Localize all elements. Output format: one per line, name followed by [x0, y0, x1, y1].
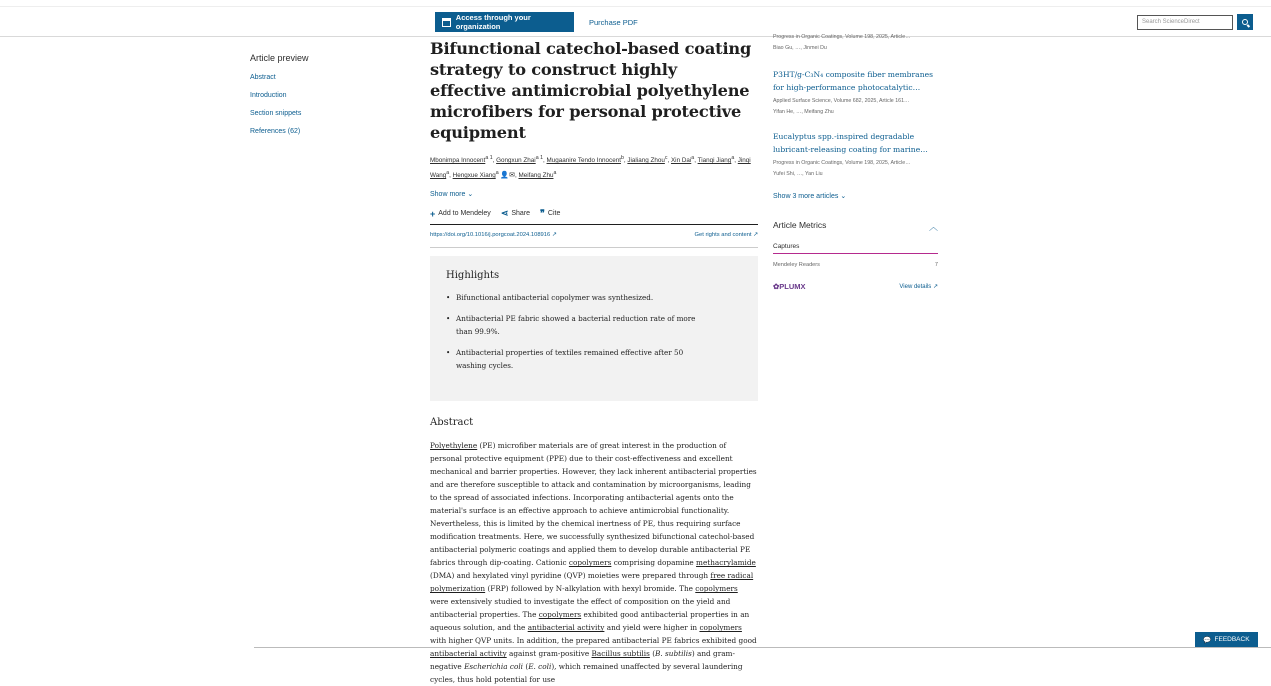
outline-item-introduction[interactable]: Introduction	[250, 92, 287, 99]
share-label: Share	[511, 210, 531, 218]
add-to-mendeley-button[interactable]	[430, 209, 491, 219]
author-affil: a	[731, 155, 735, 161]
author-affil: a 1	[535, 155, 543, 161]
related-article-title[interactable]: P3HT/g-C₃N₄ composite fiber membranes for high-performance photocatalytic…	[773, 70, 933, 92]
author-affil: a	[495, 170, 499, 177]
mendeley-readers-row	[773, 262, 938, 268]
feedback-label: FEEDBACK	[1214, 636, 1250, 643]
author-link[interactable]: Jialiang Zhou	[627, 157, 665, 165]
author-list: Mbonimpa Innocent$^{a 1}$, Gongxun Zhai$^{a 1}$, Mugaanire Tendo Innocent$^b$, Jialiang Zhou$^c$, Xin Dai$^a$, Tianqi Jiang$^a$, Jinqi Wang$^a$, Hengxue Xiang$^a$ 👤✉, Meifang Zhu$^a$	[430, 152, 758, 182]
author-link[interactable]: Gongxun Zhai	[496, 157, 536, 165]
author-affil: c	[664, 155, 668, 161]
institution-icon	[442, 18, 451, 27]
related-article-title[interactable]: Eucalyptus spp.-inspired degradable lubricant-releasing coating for marine…	[773, 132, 928, 154]
show-more-label: Show more	[430, 191, 466, 199]
plus-icon: +	[430, 208, 436, 219]
view-details-link[interactable]: View details ↗	[899, 284, 938, 290]
search-input[interactable]: Search ScienceDirect	[1137, 15, 1233, 30]
outline-item-references[interactable]: References (62)	[250, 128, 301, 135]
metrics-title: Article Metrics	[773, 220, 827, 230]
quote-icon: ❞	[540, 208, 545, 219]
plumx-row	[773, 282, 938, 291]
chevron-down-icon: ⌄	[467, 191, 474, 199]
access-organization-button[interactable]	[435, 12, 574, 32]
outline-title: Article preview	[250, 53, 309, 63]
add-label: Add to Mendeley	[438, 210, 491, 218]
access-label: Access through your organization	[455, 13, 531, 31]
related-authors: Biao Gu, …, Jinmei Du	[773, 45, 827, 51]
author-affil: b	[620, 155, 624, 161]
author-affil: a	[446, 170, 450, 177]
article-metrics	[773, 220, 938, 291]
search-icon	[1242, 19, 1248, 25]
top-bar	[0, 6, 1271, 37]
author-affil: a	[553, 170, 557, 177]
show-more-toggle[interactable]	[430, 190, 758, 198]
outline-item-section-snippets[interactable]: Section snippets	[250, 110, 302, 117]
related-authors: Yufei Shi, …, Yan Liu	[773, 171, 823, 177]
author-link[interactable]: Meifang Zhu	[518, 172, 554, 180]
highlights-list	[446, 291, 742, 372]
search-button[interactable]	[1237, 14, 1253, 30]
article-actions	[430, 208, 758, 219]
author-link[interactable]: Xin Dai	[670, 157, 692, 165]
plumx-text: PLUMX	[779, 282, 806, 291]
show-more-articles-toggle[interactable]	[773, 192, 938, 200]
chevron-down-icon: ⌄	[840, 193, 847, 200]
captures-label: Captures	[773, 243, 938, 254]
highlight-item: • Antibacterial properties of textiles remained effective after 50 washing cycles.	[446, 346, 704, 372]
highlight-item: • Antibacterial PE fabric showed a bacterial reduction rate of more than 99.9%.	[446, 312, 704, 338]
readers-value: 7	[934, 262, 938, 268]
related-meta: Progress in Organic Coatings, Volume 198, 2025, Article…	[773, 34, 911, 40]
highlight-item: • Bifunctional antibacterial copolymer was synthesized.	[446, 291, 704, 304]
author-link[interactable]: Hengxue Xiang	[452, 172, 496, 180]
related-article	[773, 68, 938, 116]
share-icon: ⋖	[500, 208, 509, 219]
person-mail-icon[interactable]: 👤✉	[500, 172, 515, 180]
abstract-heading: Abstract	[430, 417, 474, 429]
view-details-label: View details	[899, 284, 932, 290]
doi-text: https://doi.org/10.1016/j.porgcoat.2024.108916	[430, 232, 551, 239]
cite-button[interactable]	[540, 208, 560, 219]
author-link[interactable]: Tianqi Jiang	[697, 157, 732, 165]
recommended-articles	[773, 33, 938, 291]
related-meta: Applied Surface Science, Volume 682, 2025, Article 161…	[773, 98, 910, 104]
purchase-pdf-link[interactable]: Purchase PDF	[589, 18, 638, 27]
author-link[interactable]: Mugaanire Tendo Innocent	[546, 157, 621, 165]
doi-row	[430, 224, 758, 248]
share-button[interactable]	[501, 208, 530, 219]
doi-link[interactable]: https://doi.org/10.1016/j.porgcoat.2024.108916 ↗	[430, 232, 557, 239]
rights-link[interactable]: Get rights and content ↗	[694, 232, 758, 239]
divider	[254, 647, 1271, 648]
author-affil: a 1	[485, 155, 493, 161]
rights-text: Get rights and content	[694, 232, 752, 239]
highlights-box	[430, 256, 758, 401]
plumx-logo: ✿PLUMX	[773, 282, 806, 291]
chevron-up-icon: ︿	[928, 222, 938, 232]
chat-icon: 💬	[1203, 636, 1212, 644]
related-article	[773, 130, 938, 178]
related-authors: Yifan He, …, Meifang Zhu	[773, 109, 834, 115]
show-more-articles-label: Show 3 more articles	[773, 193, 839, 200]
outline-item-abstract[interactable]: Abstract	[250, 74, 276, 81]
article-title: Bifunctional catechol-based coating strategy to construct highly effective antimicrobial polyethylene microfibers for personal protective equipment	[430, 39, 752, 142]
author-link[interactable]: Jinqi Wang	[430, 157, 751, 180]
author-link[interactable]: Mbonimpa Innocent	[430, 157, 486, 165]
metrics-header[interactable]	[773, 220, 938, 233]
highlights-title: Highlights	[446, 270, 500, 282]
abstract-text: Polyethylene (PE) microfiber materials are of great interest in the production of personal protective equipment (PPE) due to their cost-effectiveness and excellent mechanical and barrier properties. However, they lack inherent antibacterial properties and are therefore susceptible to attack and contamination by microorganisms, leading to the spread of associated infections. Incorporating antibacterial agents onto the material's surface is an effective approach to achieve antimicrobial functionality. Nevertheless, this is limited by the chemical inertness of PE, thus requiring surface modification treatments. Here, we successfully synthesized bifunctional catechol-based antibacterial polymeric coatings and applied them to develop durable antibacterial PE fabrics through dip-coating. Cationic copolymers comprising dopamine methacrylamide (DMA) and hexylated vinyl pyridine (QVP) moieties were prepared through free radical polymerization (FRP) followed by N-alkylation with hexyl bromide. The copolymers were extensively studied to investigate the effect of composition on the yield and antibacterial properties. The copolymers exhibited good antibacterial properties in an aqueous solution, and the antibacterial activity and yield were higher in copolymers with higher QVP units. In addition, the prepared antibacterial PE fabrics exhibited good antibacterial activity against gram-positive Bacillus subtilis (B. subtilis) and gram-negative Escherichia coli (E. coli), which remained unaffected by several laundering cycles, thus hold potential for use	[430, 441, 757, 685]
article-main	[430, 38, 758, 686]
author-affil: a	[691, 155, 695, 161]
readers-label: Mendeley Readers	[773, 262, 820, 268]
feedback-button[interactable]	[1195, 632, 1258, 647]
cite-label: Cite	[547, 210, 561, 218]
related-meta: Progress in Organic Coatings, Volume 198, 2025, Article…	[773, 160, 911, 166]
article-outline	[250, 53, 309, 146]
